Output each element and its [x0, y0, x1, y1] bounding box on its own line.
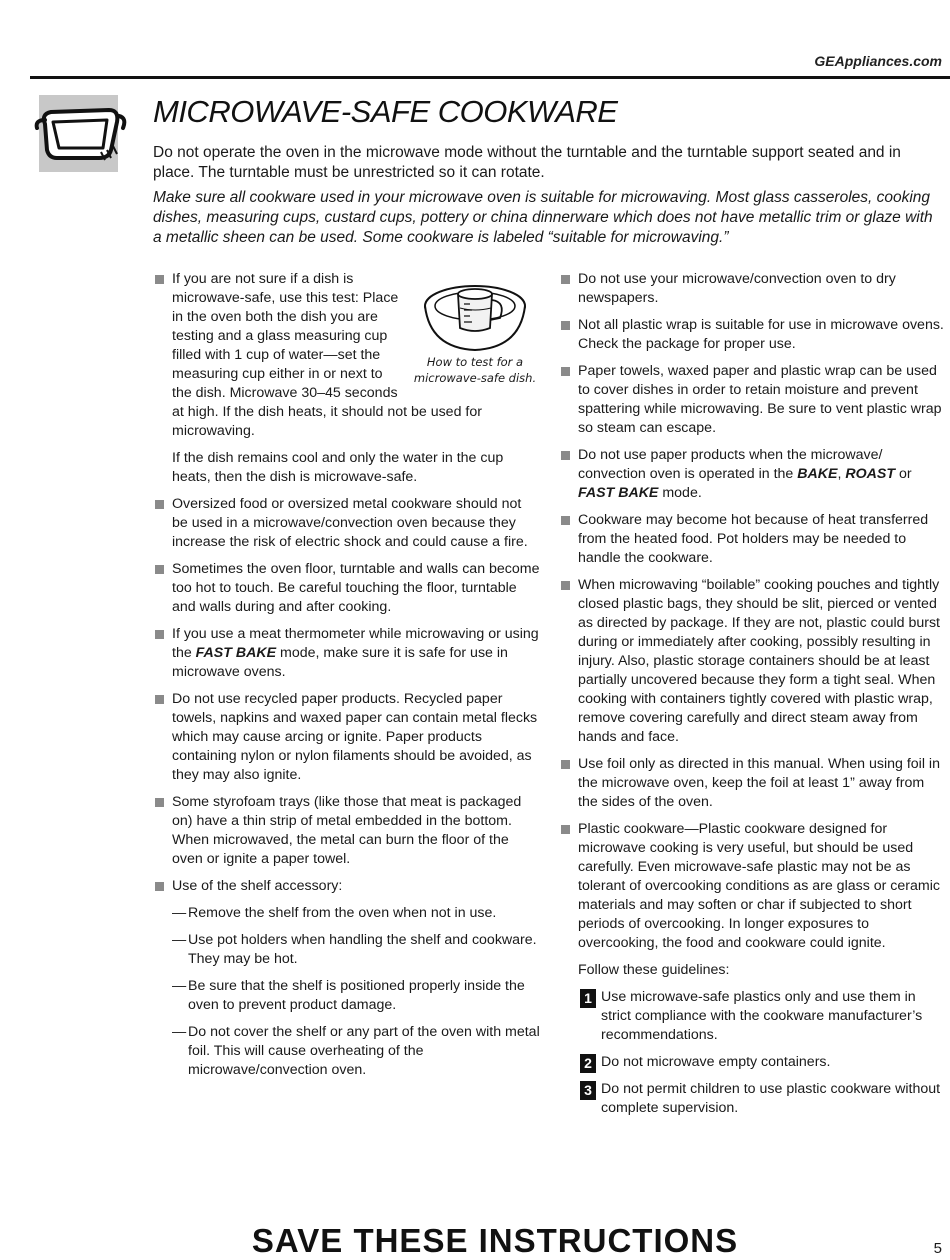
- item-text: Be sure that the shelf is positioned properly inside the oven to prevent product damage.: [188, 978, 525, 1013]
- test-followup: If the dish remains cool and only the water in the cup heats, then the dish is microwave-safe.: [172, 450, 504, 485]
- left-column: [155, 270, 540, 1088]
- list-item-foil: [561, 755, 946, 812]
- bullet-square: [561, 321, 570, 330]
- bullet-square: [155, 798, 164, 807]
- section-icon-box: [39, 95, 118, 172]
- list-item-oversized: [155, 495, 540, 552]
- guideline-item: [561, 988, 946, 1045]
- item-text: Sometimes the oven floor, turntable and walls can become too hot to touch. Be careful touching the floor, turntable and walls during and after cooking.: [172, 561, 540, 615]
- bullet-square: [561, 825, 570, 834]
- bullet-square: [155, 275, 164, 284]
- mode-fast-bake: FAST BAKE: [578, 485, 659, 501]
- dash-mark: —: [172, 978, 187, 994]
- bullet-square: [155, 695, 164, 704]
- list-item-shelf: [155, 877, 540, 896]
- bullet-square: [561, 760, 570, 769]
- dash-mark: —: [172, 932, 187, 948]
- shelf-subitem: [155, 904, 540, 923]
- list-item-paper-products: [561, 446, 946, 503]
- item-text: Use foil only as directed in this manual. When using foil in the microwave oven, keep the foil at least 1” away from the sides of the oven.: [578, 756, 940, 810]
- item-text: ,: [837, 466, 846, 482]
- measuring-cup-in-dish-icon: [420, 272, 530, 354]
- number-badge: 2: [580, 1054, 596, 1073]
- guideline-item: [561, 1053, 946, 1072]
- test-figure: [410, 272, 540, 386]
- list-item-plastic-cookware: [561, 820, 946, 953]
- list-item-boilable: [561, 576, 946, 747]
- list-item-recycled: [155, 690, 540, 785]
- item-text: mode, make sure it is safe for use in microwave ovens.: [172, 645, 508, 680]
- page-title: MICROWAVE-SAFE COOKWARE: [153, 94, 618, 129]
- save-instructions-footer: SAVE THESE INSTRUCTIONS: [251, 1222, 739, 1259]
- bullet-square: [561, 581, 570, 590]
- item-text: Use of the shelf accessory:: [172, 878, 343, 894]
- bullet-square: [155, 630, 164, 639]
- item-text: Do not use recycled paper products. Recycled paper towels, napkins and waxed paper can contain metal flecks which may cause arcing or ignite. Paper products containing nylon or nylon filaments should be avoided, as they may also ignite.: [172, 691, 538, 783]
- bullet-square: [561, 367, 570, 376]
- test-text: If you are not sure if a dish is microwave-safe, use this test: Place in the oven both the dish you are testing and a glass measuring cup filled with 1 cup of water—set the measuring cup either in or next to the dish. Microwave 30–45 seconds at high. If the dish heats, it should not be used for microwaving.: [172, 271, 482, 439]
- guideline-item: [561, 1080, 946, 1118]
- bullet-square: [155, 882, 164, 891]
- list-item-styrofoam: [155, 793, 540, 869]
- mode-roast: ROAST: [845, 466, 896, 482]
- shelf-subitem: [155, 977, 540, 1015]
- list-item-plastic-wrap: [561, 316, 946, 354]
- cookware-dish-icon: [31, 98, 127, 170]
- intro-turntable: Do not operate the oven in the microwave mode without the turntable and the turntable support seated and in place. The turntable must be unrestricted so it can rotate.: [153, 144, 901, 181]
- item-text: Do not microwave empty containers.: [601, 1054, 831, 1070]
- item-text: Use microwave-safe plastics only and use them in strict compliance with the cookware manufacturer’s recommendations.: [601, 989, 923, 1043]
- list-item-thermometer: [155, 625, 540, 682]
- item-text: Do not cover the shelf or any part of the oven with metal foil. This will cause overheating of the microwave/convection oven.: [188, 1024, 540, 1078]
- number-badge: 3: [580, 1081, 596, 1100]
- bullet-square: [155, 500, 164, 509]
- bullet-square: [561, 275, 570, 284]
- item-text: Use pot holders when handling the shelf and cookware. They may be hot.: [188, 932, 537, 967]
- item-text: Do not use paper products when the microwave/ convection oven is operated in the: [578, 447, 883, 482]
- item-text: Do not use your microwave/convection oven to dry newspapers.: [578, 271, 896, 306]
- right-column: [561, 270, 946, 1126]
- dash-mark: —: [172, 1024, 187, 1040]
- intro-cookware: Make sure all cookware used in your microwave oven is suitable for microwaving. Most glass casseroles, cooking dishes, measuring cups, custard cups, pottery or china dinnerware which does not have metallic trim or glaze with a metallic sheen can be used. Some cookware is labeled “suitable for microwaving.”: [153, 189, 933, 246]
- figure-caption: How to test for a microwave-safe dish.: [413, 355, 537, 385]
- item-text: Do not permit children to use plastic cookware without complete supervision.: [601, 1081, 941, 1116]
- mode-bake: BAKE: [797, 466, 838, 482]
- item-text: When microwaving “boilable” cooking pouches and tightly closed plastic bags, they should be slit, pierced or vented as directed by package. If they are not, plastic could burst during or immediately after cooking, possibly resulting in injury. Also, plastic storage containers should be at least partially uncovered because they form a tight seal. When cooking with containers tightly covered with plastic wrap, remove covering carefully and direct steam away from hands and face.: [578, 577, 940, 745]
- shelf-subitem: [155, 931, 540, 969]
- item-text: If you use a meat thermometer while microwaving or using the: [172, 626, 539, 661]
- shelf-subitem: [155, 1023, 540, 1080]
- item-text: Some styrofoam trays (like those that meat is packaged on) have a thin strip of metal embedded in the bottom. When microwaved, the metal can burn the floor of the oven or ignite a paper towel.: [172, 794, 522, 867]
- item-text: Oversized food or oversized metal cookware should not be used in a microwave/convection oven because they increase the risk of electric shock and could cause a fire.: [172, 496, 528, 550]
- number-badge: 1: [580, 989, 596, 1008]
- item-text: Paper towels, waxed paper and plastic wrap can be used to cover dishes in order to retain moisture and prevent spattering while microwaving. Be sure to vent plastic wrap so steam can escape.: [578, 363, 942, 436]
- item-text: Cookware may become hot because of heat transferred from the heated food. Pot holders may be needed to handle the cookware.: [578, 512, 929, 566]
- item-text: Remove the shelf from the oven when not in use.: [188, 905, 497, 921]
- list-item-test: [155, 270, 540, 441]
- item-text: or: [895, 466, 912, 482]
- dash-mark: —: [172, 905, 187, 921]
- guidelines-intro: Follow these guidelines:: [578, 962, 730, 978]
- list-item-cookware-hot: [561, 511, 946, 568]
- site-url: GEAppliances.com: [814, 53, 942, 69]
- mode-fast-bake: FAST BAKE: [195, 645, 277, 661]
- page-number: 5: [933, 1240, 942, 1257]
- item-text: mode.: [658, 485, 702, 501]
- header-rule: [30, 76, 950, 79]
- item-text: Not all plastic wrap is suitable for use in microwave ovens. Check the package for proper use.: [578, 317, 944, 352]
- bullet-square: [561, 451, 570, 460]
- list-item-hot-floor: [155, 560, 540, 617]
- list-item-paper-towels: [561, 362, 946, 438]
- item-text: Plastic cookware—Plastic cookware designed for microwave cooking is very useful, but should be used carefully. Even microwave-safe plastic may not be as tolerant of overcooking conditions as are glass or ceramic materials and may soften or char if subjected to short periods of overcooking. In longer exposures to overcooking, the food and cookware could ignite.: [578, 821, 940, 951]
- bullet-square: [561, 516, 570, 525]
- list-item-newspapers: [561, 270, 946, 308]
- bullet-square: [155, 565, 164, 574]
